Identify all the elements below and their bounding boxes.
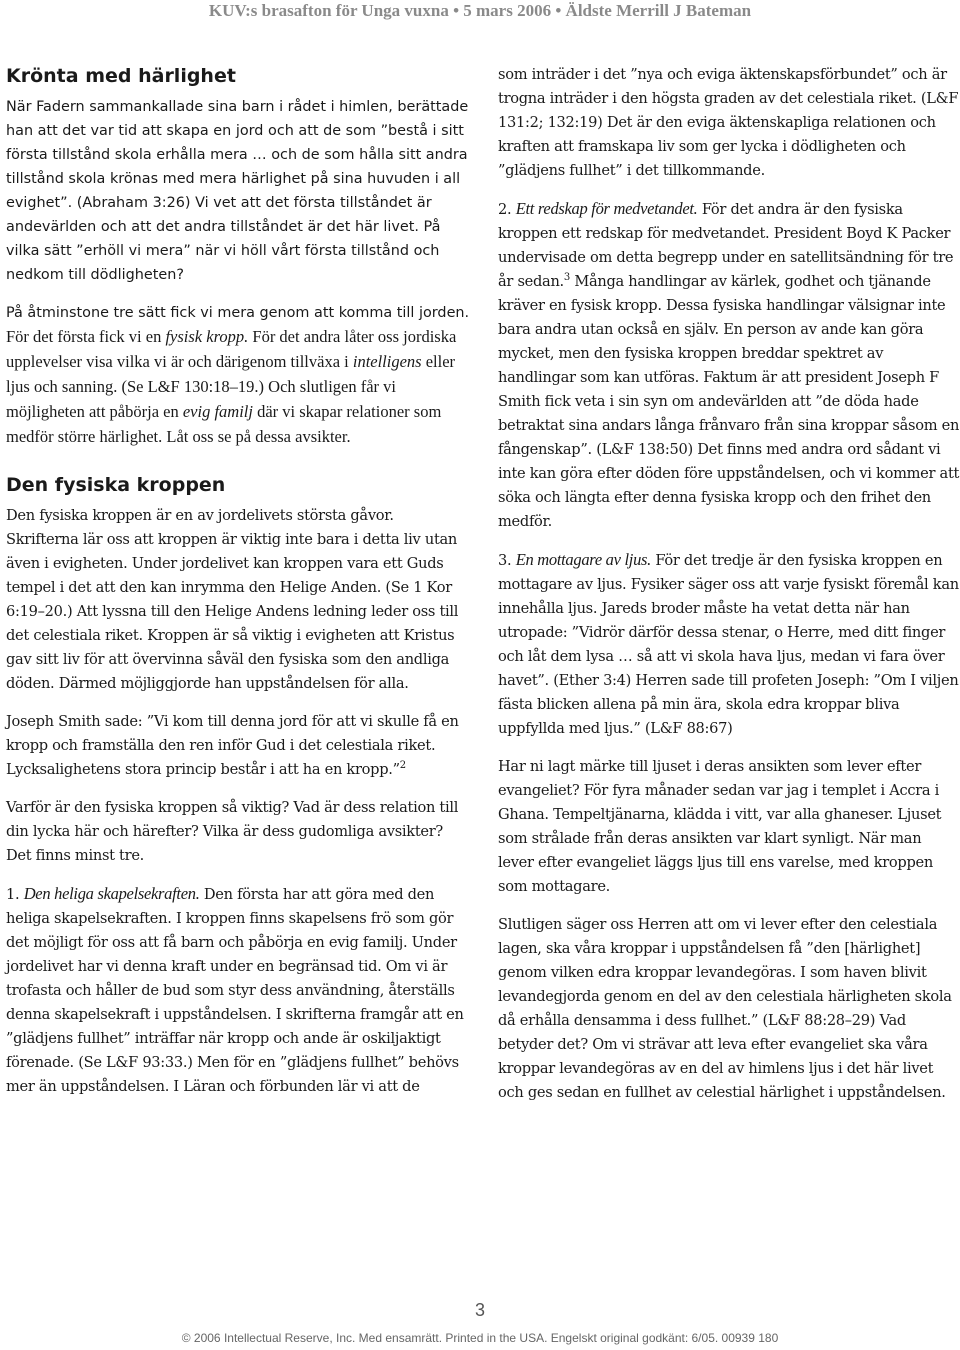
text-run: Och slutligen får vi möjligheten att påbörja en <box>6 377 396 421</box>
paragraph <box>498 197 960 534</box>
copyright-footer: © 2006 Intellectual Reserve, Inc. Med ensamrätt. Printed in the USA. Engelskt original godkänt: 6/05. 00939 180 <box>181 1331 779 1345</box>
text-run: Den första har att göra med den heliga skapelsekraften. I kroppen finns skapelsens frö som gör det möjligt för oss att få barn och påbörja en evig familj. Under jordelivet har vi denna kraft under en begränsad tid. Om vi är trofasta och håller de bud som styr dess användning, återställs denna skapelsekraft i uppståndelsen. I skrifterna framgår att en ”glädjens fullhet” inträffar när kropp och ande är oskiljaktigt förenade. (Se L&F 93:33.) Men för en ”glädjens fullhet” behövs mer än uppståndelsen. I Läran och förbunden lär vi att de <box>6 886 464 1095</box>
paragraph <box>6 882 470 1099</box>
emphasis: evig familj <box>182 402 253 421</box>
emphasis: fysisk kropp. <box>165 327 249 346</box>
text-run: där vi skapar relationer som medför större härlighet. Låt oss se på dessa avsikter. <box>6 402 442 446</box>
section-heading-physical-body: Den fysiska kroppen <box>6 474 226 496</box>
paragraph: Slutligen säger oss Herren att om vi lever efter den celestiala lagen, ska våra kroppar i uppståndelsen få ”den [härlighet] genom vilken edra kroppar levandegöras. I som haven blivit levandegjorda genom en del av den celestiala härligheten skola då erhålla densamma i dess fullhet.” (L&F 88:28–29) Vad betyder det? Om vi strävar att leva efter evangeliet ska våra kroppar levandegöras av en del av himlens ljus i det här livet och ges sedan en fullhet av celestial härlighet i uppståndelsen. <box>498 916 952 1101</box>
right-column <box>498 63 960 1119</box>
list-number: 3. <box>498 552 516 569</box>
left-column <box>6 63 470 1113</box>
footnote-ref: 3 <box>563 272 570 284</box>
list-number: 1. <box>6 886 24 903</box>
text-run: För det första fick vi en <box>6 327 166 346</box>
page-number: 3 <box>474 1300 485 1320</box>
text-run: Joseph Smith sade: ”Vi kom till denna jord för att vi skulle få en kropp och framställa den ren inför Gud i det celestiala riket. Lycksalighetens stora princip består i att ha en kropp.” <box>6 713 459 778</box>
paragraph <box>498 548 960 741</box>
paragraph <box>6 710 470 782</box>
paragraph: När Fadern sammankallade sina barn i rådet i himlen, berättade han att det var tid att skapa en jord och att de som ”bestå i sitt första tillstånd skola erhålla mera … och de som hålla sitt andra tillstånd skola krönas med mera härlighet på sina huvuden i all evighet”. (Abraham 3:26) Vi vet att det första tillståndet är andevärlden och att det andra tillståndet är det här livet. På vilka sätt ”erhöll vi mera” när vi höll vårt första tillstånd och nedkom till dödligheten? <box>6 99 469 283</box>
text-run: För det andra är den fysiska kroppen ett redskap för medvetandet. President Boyd K Packer undervisade om detta begrepp under en satellitsändning för tre år sedan. <box>498 201 954 290</box>
text-run: Många handlingar av kärlek, godhet och tjänande kräver en fysisk kropp. Dessa fysiska handlingar välsignar inte bara andra utan också en själv. En person av ande kan göra mycket, men den fysiska kroppen breddar spektret av handlingar som kan utföras. Faktum är att president Joseph F Smith fick veta i sin syn om andevärlden att ”de döda hade betraktat sina andars långa frånvaro från sina kroppar såsom en fångenskap”. (L&F 138:50) Det finns med andra ord sådant vi inte kan göra efter döden före uppståndelsen, och vi kommer att söka och längta efter denna fysiska kropp och den frihet den medför. <box>498 273 960 530</box>
section-heading-crowned: Krönta med härlighet <box>6 65 236 87</box>
emphasis: Den heliga skapelsekraften. <box>23 884 200 903</box>
text-run: eller ljus och sanning. (Se L&F 130:18–19.) <box>6 352 456 396</box>
paragraph: Har ni lagt märke till ljuset i deras ansikten som lever efter evangeliet? För fyra månader sedan var jag i templet i Accra i Ghana. Tempeltjänarna, klädda i vitt, var alla ghaneser. Ljuset som strålade från deras ansikten var klart synligt. När man lever efter evangeliet läggs ljus till ens varelse, med kroppen som mottagare. <box>498 758 942 895</box>
footnote-ref: 2 <box>399 760 406 772</box>
text-run: För det tredje är den fysiska kroppen en mottagare av ljus. Fysiker säger oss att varje fysiskt föremål kan innehålla ljus. Jareds broder måste ha vetat detta när han utropade: ”Vidrör därför dessa stenar, o Herre, med ditt finger och låt dem lysa … så att vi skola hava ljus, medan vi fara över havet”. (Ether 3:4) Herren sade till profeten Joseph: ”Om I viljen fästa blicken allena på min ära, skola edra kroppar bliva uppfyllda med ljus.” (L&F 88:67) <box>498 552 959 737</box>
paragraph: Den fysiska kroppen är en av jordelivets största gåvor. Skrifterna lär oss att kroppen är viktig inte bara i detta liv utan även i evigheten. Under jordelivet kan kroppen vara ett Guds tempel i det att den kan inrymma den Helige Anden. (Se 1 Kor 6:19–20.) Att lyssna till den Helige Andens ledning leder oss till det celestiala riket. Kroppen är så viktig i evigheten att Kristus gav sitt liv för att övervinna såväl den fysiska som den andliga döden. Därmed möjliggjorde han uppståndelsen för alla. <box>6 507 459 692</box>
emphasis: intelligens <box>352 352 422 371</box>
emphasis: Ett redskap för medvetandet. <box>515 199 698 218</box>
paragraph: som inträder i det ”nya och eviga äktenskapsförbundet” och är trogna inträder i den högsta graden av det celestiala riket. (L&F 131:2; 132:19) Det är den eviga äktenskapliga relationen och kraften att framskapa liv som ger lycka i dödligheten och ”glädjens fullhet” i det tillkommande. <box>498 66 959 179</box>
paragraph <box>6 301 470 450</box>
list-number: 2. <box>498 201 516 218</box>
running-header: KUV:s brasafton för Unga vuxna • 5 mars 2006 • Äldste Merrill J Bateman <box>208 1 752 20</box>
emphasis: En mottagare av ljus. <box>515 550 652 569</box>
text-run: För det andra låter oss jordiska upplevelser visa vilka vi är och därigenom tillväxa i <box>6 327 457 371</box>
text-run: På åtminstone tre sätt fick vi mera genom att komma till jorden. <box>6 305 470 321</box>
paragraph: Varför är den fysiska kroppen så viktig? Vad är dess relation till din lycka här och härefter? Vilka är dess gudomliga avsikter? Det finns minst tre. <box>6 799 459 864</box>
